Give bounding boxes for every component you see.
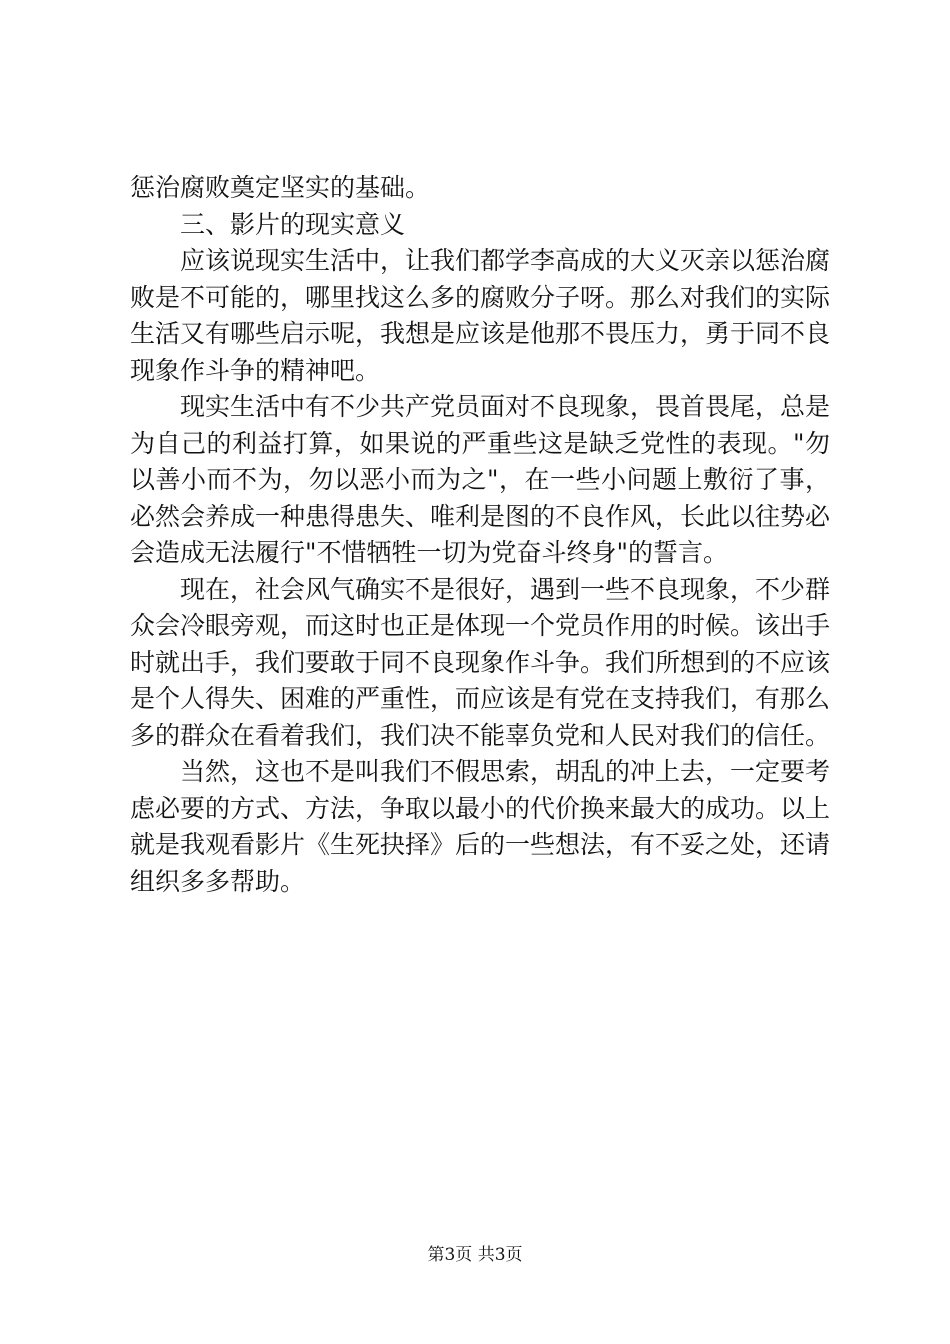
paragraph-1: 惩治腐败奠定坚实的基础。: [130, 173, 431, 202]
paragraph-3: 现实生活中有不少共产党员面对不良现象，畏首畏尾，总是为自己的利益打算，如果说的严重些这是缺乏党性的表现。"勿以善小而不为，勿以恶小而为之"，在一些小问题上敷衍了事，必然会养成一种患得患失、唯利是图的不良作风，长此以往势必会造成无法履行"不惜牺牲一切为党奋斗终身"的誓言。: [130, 392, 831, 567]
paragraph-4: 现在，社会风气确实不是很好，遇到一些不良现象，不少群众会冷眼旁观，而这时也正是体现一个党员作用的时候。该出手时就出手，我们要敢于同不良现象作斗争。我们所想到的不应该是个人得失、困难的严重性，而应该是有党在支持我们，有那么多的群众在看着我们，我们决不能辜负党和人民对我们的信任。: [130, 574, 831, 750]
paragraph-2: 应该说现实生活中，让我们都学李高成的大义灭亲以惩治腐败是不可能的，哪里找这么多的腐败分子呀。那么对我们的实际生活又有哪些启示呢，我想是应该是他那不畏压力，勇于同不良现象作斗争的精神吧。: [130, 246, 831, 385]
paragraph-5: 当然，这也不是叫我们不假思索，胡乱的冲上去，一定要考虑必要的方式、方法，争取以最小的代价换来最大的成功。以上就是我观看影片《生死抉择》后的一些想法，有不妥之处，还请组织多多帮助。: [130, 757, 831, 896]
document-body: [130, 170, 830, 900]
page-number-footer: 第3页 共3页: [427, 1245, 523, 1265]
section-heading: 三、影片的现实意义: [180, 209, 406, 239]
